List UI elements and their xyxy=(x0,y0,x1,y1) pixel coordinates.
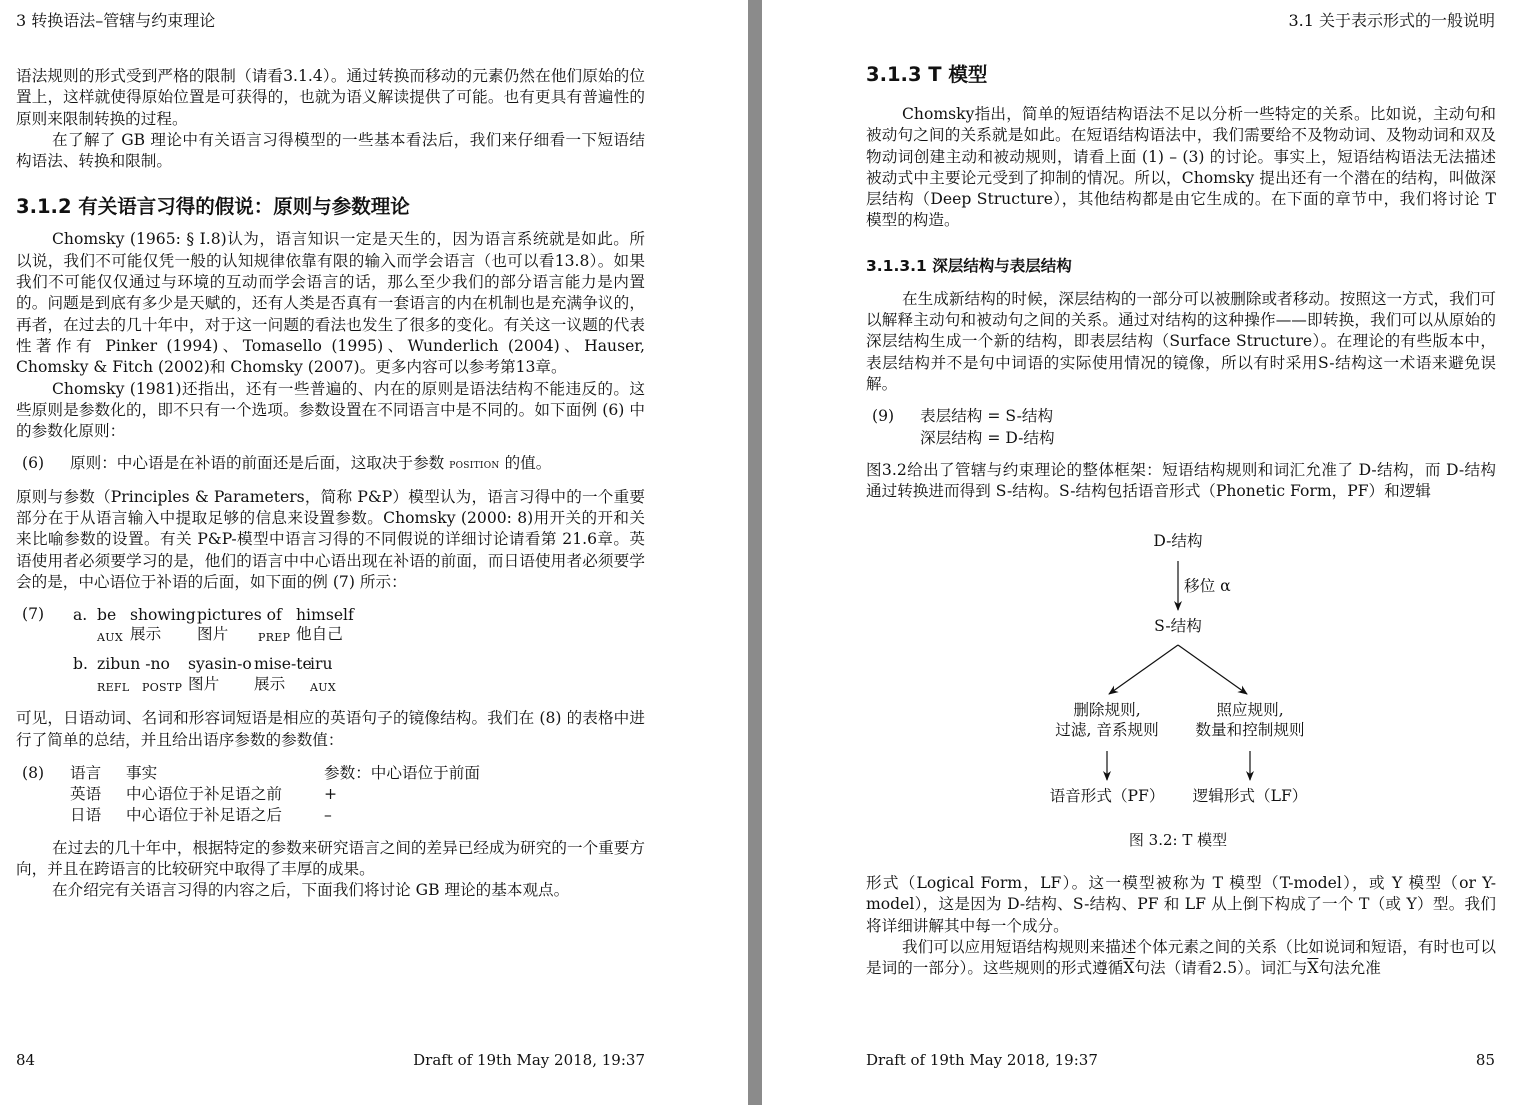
example-6-text-before: 原则：中心语是在补语的前面还是后面，这取决于参数 xyxy=(70,454,445,473)
paragraph-principles-parameters: 原则与参数（Principles & Parameters，简称 P&P）模型认为，语言习得中的一个重要部分在于从语言输入中提取足够的信息来设置参数。Chomsky (2000: 8)用开关的开和关来比喻参数的设置。有关 P&P-模型中语言习得的不同假说的详细讨论请看第 21.6章。英语使用者必须要学习的是，他们的语言中中心语出现在补语的前面，而日语使用者必须要学会的是，中心语位于补语的后面，如下面的例 (7) 所示： xyxy=(16,487,645,591)
paragraph-figure-intro: 图3.2给出了管辖与约束理论的整体框架：短语结构规则和词汇允准了 D-结构，而 D-结构通过转换进而得到 S-结构。S-结构包括语音形式（Phonetic Form，PF）和逻辑 xyxy=(866,460,1496,501)
paragraph-research-direction: 在过去的几十年中，根据特定的参数来研究语言之间的差异已经成为研究的一个重要方向，并且在跨语言的比较研究中取得了丰厚的成果。 xyxy=(16,838,645,879)
paragraph-logical-form: 形式（Logical Form，LF）。这一模型被称为 T 模型（T-model），或 Y 模型（or Y-model），这是因为 D-结构、S-结构、PF 和 LF 从上倒下构成了一个 T（或 Y）型。我们将详细讲解其中每一个成分。 xyxy=(866,874,1496,935)
table-row xyxy=(70,784,480,805)
anaphora-rules-line-2: 数量和控制规则 xyxy=(1195,721,1305,739)
paragraph-chomsky-1981: Chomsky (1981)还指出，还有一些普遍的、内在的原则是语法结构不能违反的。这些原则是参数化的，即不只有一个选项。参数设置在不同语言中是不同的。如下面例 (6) 中的参数化原则： xyxy=(16,379,645,441)
table-cell: + xyxy=(324,785,338,804)
paragraph-intro-2: 在了解了 GB 理论中有关语言习得模型的一些基本看法后，我们来仔细看一下短语结构语法、转换和限制。 xyxy=(16,130,645,171)
example-6-number: (6) xyxy=(22,454,45,473)
table-cell: 中心语位于补足语之后 xyxy=(126,806,282,825)
example-7b-word: mise-te xyxy=(254,655,312,674)
example-9-line-1: 表层结构 = S-结构 xyxy=(920,407,1054,426)
left-page-body xyxy=(16,66,645,902)
table-row xyxy=(70,805,480,826)
table-header-cell: 语言 xyxy=(70,763,102,782)
example-7a-gloss: aux xyxy=(97,627,123,646)
right-page-body-lower xyxy=(866,873,1496,979)
example-9-line-2: 深层结构 = D-结构 xyxy=(920,428,1055,447)
example-9 xyxy=(866,406,1496,449)
example-7a-word: himself xyxy=(296,606,354,625)
table-cell: 日语 xyxy=(70,806,102,825)
paragraph-chomsky-t-model: Chomsky指出，简单的短语结构语法不足以分析一些特定的关系。比如说，主动句和被动句之间的关系就是如此。在短语结构语法中，我们需要给不及物动词、及物动词和双及物动词创建主动和被动规则，请看上面 (1) – (3) 的讨论。事实上，短语结构语法无法描述被动式中主要论元受到了抑制的情况。所以，Chomsky 提出还有一个潜在的结构，叫做深层结构（Deep Structure），其他结构都是由它生成的。在下面的章节中，我们将讨论 T 模型的构造。 xyxy=(866,105,1496,230)
example-8-number: (8) xyxy=(22,763,45,782)
paragraph-mirror-structure: 可见，日语动词、名词和形容词短语是相应的英语句子的镜像结构。我们在 (8) 的表格中进行了简单的总结，并且给出语序参数的参数值： xyxy=(16,709,645,749)
right-page-body xyxy=(866,62,1496,502)
paragraph-next-topic: 在介绍完有关语言习得的内容之后，下面我们将讨论 GB 理论的基本观点。 xyxy=(52,881,570,900)
xbar-text-after: 句法允准 xyxy=(1318,959,1381,978)
page-number-85: 85 xyxy=(1475,1051,1495,1069)
example-8 xyxy=(16,763,645,827)
example-6-text-after: 的值。 xyxy=(504,454,552,473)
subsection-heading-3-1-3-1: 3.1.3.1 深层结构与表层结构 xyxy=(866,256,1072,275)
phonetic-form-node: 语音形式（PF） xyxy=(1049,787,1165,805)
left-branch-arrow xyxy=(1109,645,1178,694)
example-7a-gloss: prep xyxy=(258,627,291,646)
paragraph-intro-1: 语法规则的形式受到严格的限制（请看3.1.4）。通过转换而移动的元素仍然在他们原始的位置上，这样就使得原始位置是可获得的，也就为语义解读提供了可能。也有更具有普遍性的原则来限制转换的过程。 xyxy=(16,67,645,128)
page-gutter xyxy=(748,0,762,1105)
deletion-rules-node xyxy=(1032,700,1182,740)
example-7b-gloss: 图片 xyxy=(188,675,220,694)
t-model-diagram xyxy=(866,528,1496,858)
table-header-cell: 事实 xyxy=(126,763,158,782)
table-cell: – xyxy=(324,806,332,825)
section-heading-3-1-3: 3.1.3 T 模型 xyxy=(866,63,988,86)
example-7a-gloss: 图片 xyxy=(197,625,229,644)
example-7b-word: syasin-o xyxy=(188,655,252,674)
right-branch-arrow xyxy=(1178,645,1247,694)
example-7b-gloss: postp xyxy=(142,677,183,696)
example-7a-word: showing xyxy=(130,606,196,625)
example-9-number: (9) xyxy=(872,407,895,426)
footer-draft-left: Draft of 19th May 2018, 19:37 xyxy=(413,1051,645,1069)
deletion-rules-line-1: 删除规则, xyxy=(1073,701,1141,719)
anaphora-rules-line-1: 照应规则, xyxy=(1216,701,1284,719)
running-head-left: 3 转换语法–管辖与约束理论 xyxy=(16,11,216,30)
xbar-text-before: 我们可以应用短语结构规则来描述个体元素之间的关系（比如说词和短语，有时也可以是词的一部分）。这些规则的形式遵循 xyxy=(866,937,1496,978)
t-model-arrows xyxy=(866,528,1496,858)
xbar-symbol: $\overline{X}$ xyxy=(1307,959,1319,978)
xbar-text-middle: 句法（请看2.5）。词汇与 xyxy=(1134,959,1308,978)
example-7a-gloss: 他自己 xyxy=(296,625,343,644)
d-structure-node: D-结构 xyxy=(1153,532,1203,550)
paragraph-chomsky-1965: Chomsky (1965: § I.8)认为，语言知识一定是天生的，因为语言系统就是如此。所以说，我们不可能仅凭一般的认知规律依靠有限的输入而学会语言（也可以看13.8）。如果我们不可能仅仅通过与环境的互动而学会语言的话，那么至少我们的部分语言能力是内置的。问题是到底有多少是天赋的，还有人类是否真有一套语言的内在机制也是充满争议的，再者，在过去的几十年中，对于这一问题的看法也发生了很多的变化。有关这一议题的代表性著作有 Pinker (1994)、Tomasello (1995)、Wunderlich (2004)、Hauser, Chomsky & Fitch (2002)和 Chomsky (2007)。更多内容可以参考第13章。 xyxy=(16,230,645,377)
example-7-number: (7) xyxy=(22,605,45,624)
table-cell: 中心语位于补足语之前 xyxy=(126,785,282,804)
example-7 xyxy=(16,604,645,708)
example-7a-gloss: 展示 xyxy=(130,625,162,644)
example-7b-gloss: aux xyxy=(310,677,336,696)
s-structure-node: S-结构 xyxy=(1154,617,1202,635)
example-7b-label: b. xyxy=(73,655,88,674)
example-7b-word: iru xyxy=(310,655,333,674)
example-7a-label: a. xyxy=(73,606,88,625)
example-7b-gloss: refl xyxy=(97,677,130,696)
paragraph-transformation: 在生成新结构的时候，深层结构的一部分可以被删除或者移动。按照这一方式，我们可以解释主动句和被动句之间的关系。通过对结构的这种操作——即转换，我们可以从原始的深层结构生成一个新的结构，即表层结构（Surface Structure）。在理论的有些版本中，表层结构并不是句中词语的实际使用情况的镜像，所以有时采用S-结构这一术语来避免误解。 xyxy=(866,289,1496,393)
move-alpha-label: 移位 α xyxy=(1184,577,1231,595)
example-7a-word: be xyxy=(97,606,117,625)
footer-draft-right: Draft of 19th May 2018, 19:37 xyxy=(866,1051,1098,1069)
example-6 xyxy=(16,453,645,475)
example-6-parameter: position xyxy=(449,457,500,473)
table-cell: 英语 xyxy=(70,785,102,804)
logical-form-node: 逻辑形式（LF） xyxy=(1192,787,1308,805)
deletion-rules-line-2: 过滤, 音系规则 xyxy=(1055,721,1159,739)
left-page xyxy=(0,0,748,1105)
example-7b-gloss: 展示 xyxy=(254,675,286,694)
xbar-symbol: $\overline{X}$ xyxy=(1123,959,1135,978)
example-7b-word: zibun -no xyxy=(97,655,170,674)
anaphora-rules-node xyxy=(1175,700,1325,740)
paragraph-xbar xyxy=(866,937,1496,980)
section-heading-3-1-2: 3.1.2 有关语言习得的假说：原则与参数理论 xyxy=(16,195,410,219)
running-head-right: 3.1 关于表示形式的一般说明 xyxy=(1288,11,1495,30)
example-7a-word: pictures of xyxy=(197,606,282,625)
right-page xyxy=(762,0,1523,1105)
parameter-table xyxy=(70,763,480,827)
figure-caption: 图 3.2: T 模型 xyxy=(1128,831,1228,849)
table-header-cell: 参数：中心语位于前面 xyxy=(324,763,480,782)
parameter-table-header xyxy=(70,763,480,784)
page-number-84: 84 xyxy=(16,1051,36,1069)
